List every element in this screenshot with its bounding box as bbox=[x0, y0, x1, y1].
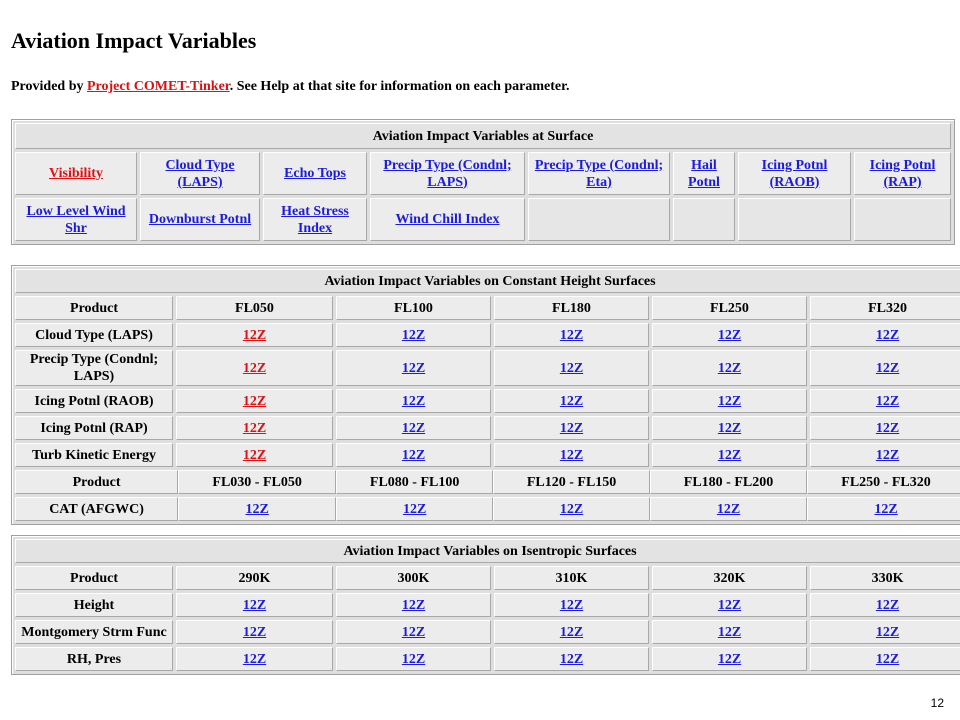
link-cell bbox=[494, 647, 649, 671]
project-comet-tinker-link[interactable]: Project COMET-Tinker bbox=[86, 79, 230, 94]
icing-potnl-rap-link[interactable]: Icing Potnl (RAP) bbox=[869, 157, 936, 190]
run-12z-link[interactable]: 12Z bbox=[717, 327, 742, 343]
link-cell bbox=[336, 647, 491, 671]
run-12z-link[interactable]: 12Z bbox=[717, 420, 742, 436]
surface-cell bbox=[140, 198, 260, 241]
isentropic-table-header: Aviation Impact Variables on Isentropic Surfaces bbox=[15, 539, 960, 563]
provided-by-prefix: Provided by bbox=[11, 79, 87, 94]
run-12z-link[interactable]: 12Z bbox=[559, 651, 584, 667]
run-12z-link[interactable]: 12Z bbox=[401, 393, 426, 409]
link-cell bbox=[176, 350, 333, 386]
empty-cell bbox=[738, 198, 851, 241]
link-cell bbox=[176, 620, 333, 644]
surface-cell bbox=[370, 198, 525, 241]
link-cell bbox=[494, 593, 649, 617]
surface-cell bbox=[263, 198, 367, 241]
constant-height-table bbox=[11, 265, 960, 525]
link-cell bbox=[810, 620, 960, 644]
run-12z-link[interactable]: 12Z bbox=[242, 393, 267, 409]
flight-level-header: FL100 bbox=[336, 296, 491, 320]
run-12z-link[interactable]: 12Z bbox=[875, 597, 900, 613]
empty-cell bbox=[854, 198, 951, 241]
surface-cell bbox=[854, 152, 951, 195]
flight-level-header: FL050 bbox=[176, 296, 333, 320]
surface-cell bbox=[528, 152, 670, 195]
flight-level-range-header: FL180 - FL200 bbox=[650, 470, 807, 494]
link-cell bbox=[494, 443, 649, 467]
flight-level-range-header: FL080 - FL100 bbox=[336, 470, 493, 494]
surface-cell bbox=[738, 152, 851, 195]
product-column-header: Product bbox=[15, 296, 173, 320]
run-12z-link[interactable]: 12Z bbox=[559, 393, 584, 409]
link-cell bbox=[336, 443, 491, 467]
run-12z-link[interactable]: 12Z bbox=[242, 420, 267, 436]
visibility-link[interactable]: Visibility bbox=[49, 166, 103, 181]
run-12z-link[interactable]: 12Z bbox=[242, 624, 267, 640]
surface-cell bbox=[370, 152, 525, 195]
link-cell bbox=[810, 443, 960, 467]
table-row bbox=[15, 620, 960, 644]
link-cell bbox=[650, 497, 807, 521]
empty-cell bbox=[528, 198, 670, 241]
run-12z-link[interactable]: 12Z bbox=[242, 651, 267, 667]
link-cell bbox=[810, 389, 960, 413]
run-12z-link[interactable]: 12Z bbox=[242, 597, 267, 613]
cat-subtable bbox=[15, 467, 960, 524]
link-cell bbox=[336, 620, 491, 644]
heat-stress-index-link[interactable]: Heat Stress Index bbox=[281, 203, 349, 236]
link-cell bbox=[810, 323, 960, 347]
link-cell bbox=[336, 389, 491, 413]
run-12z-link[interactable]: 12Z bbox=[402, 501, 427, 517]
run-12z-link[interactable]: 12Z bbox=[559, 501, 584, 517]
isentropic-table bbox=[11, 535, 960, 675]
link-cell bbox=[652, 416, 807, 440]
product-name: Precip Type (Condnl; LAPS) bbox=[15, 350, 173, 386]
run-12z-link[interactable]: 12Z bbox=[875, 327, 900, 343]
run-12z-link[interactable]: 12Z bbox=[875, 420, 900, 436]
run-12z-link[interactable]: 12Z bbox=[245, 501, 269, 517]
link-cell bbox=[810, 593, 960, 617]
flight-level-range-header: FL120 - FL150 bbox=[493, 470, 650, 494]
run-12z-link[interactable]: 12Z bbox=[401, 327, 426, 343]
product-name: Cloud Type (LAPS) bbox=[15, 323, 173, 347]
link-cell bbox=[652, 389, 807, 413]
link-cell bbox=[336, 497, 493, 521]
surface-table-header: Aviation Impact Variables at Surface bbox=[15, 123, 951, 149]
link-cell bbox=[810, 350, 960, 386]
link-cell bbox=[652, 620, 807, 644]
table-row bbox=[15, 389, 960, 413]
flight-level-range-header: FL250 - FL320 bbox=[807, 470, 960, 494]
run-12z-link[interactable]: 12Z bbox=[717, 393, 742, 409]
run-12z-link[interactable]: 12Z bbox=[401, 420, 426, 436]
run-12z-link[interactable]: 12Z bbox=[242, 360, 267, 376]
run-12z-link[interactable]: 12Z bbox=[401, 597, 426, 613]
run-12z-link[interactable]: 12Z bbox=[559, 624, 584, 640]
page-number: 12 bbox=[930, 696, 944, 710]
theta-level-header: 320K bbox=[652, 566, 807, 590]
link-cell bbox=[652, 350, 807, 386]
link-cell bbox=[176, 593, 333, 617]
product-name: CAT (AFGWC) bbox=[15, 497, 178, 521]
downburst-potnl-link[interactable]: Downburst Potnl bbox=[148, 212, 252, 227]
table-row bbox=[15, 647, 960, 671]
run-12z-link[interactable]: 12Z bbox=[875, 624, 900, 640]
run-12z-link[interactable]: 12Z bbox=[559, 327, 584, 343]
product-name: Icing Potnl (RAOB) bbox=[15, 389, 173, 413]
link-cell bbox=[810, 647, 960, 671]
theta-level-header: 330K bbox=[810, 566, 960, 590]
flight-level-header: FL180 bbox=[494, 296, 649, 320]
run-12z-link[interactable]: 12Z bbox=[717, 597, 742, 613]
icing-potnl-raob-link[interactable]: Icing Potnl (RAOB) bbox=[761, 157, 828, 190]
theta-level-header: 310K bbox=[494, 566, 649, 590]
run-12z-link[interactable]: 12Z bbox=[717, 651, 742, 667]
run-12z-link[interactable]: 12Z bbox=[559, 447, 584, 463]
precip-type-laps-link[interactable]: Precip Type (Condnl; LAPS) bbox=[383, 157, 512, 190]
run-12z-link[interactable]: 12Z bbox=[242, 447, 267, 463]
product-name: Height bbox=[15, 593, 173, 617]
surface-cell bbox=[140, 152, 260, 195]
precip-type-eta-link[interactable]: Precip Type (Condnl; Eta) bbox=[534, 157, 664, 190]
product-name: Turb Kinetic Energy bbox=[15, 443, 173, 467]
run-12z-link[interactable]: 12Z bbox=[875, 360, 900, 376]
surface-cell bbox=[263, 152, 367, 195]
link-cell bbox=[336, 416, 491, 440]
surface-cell bbox=[673, 152, 735, 195]
flight-level-header: FL320 bbox=[810, 296, 960, 320]
echo-tops-link[interactable]: Echo Tops bbox=[284, 166, 346, 181]
product-column-header: Product bbox=[15, 566, 173, 590]
table-row bbox=[15, 416, 960, 440]
link-cell bbox=[176, 647, 333, 671]
cloud-type-laps-link[interactable]: Cloud Type (LAPS) bbox=[165, 157, 235, 190]
run-12z-link[interactable]: 12Z bbox=[401, 624, 426, 640]
link-cell bbox=[176, 389, 333, 413]
link-cell bbox=[494, 323, 649, 347]
run-12z-link[interactable]: 12Z bbox=[242, 327, 267, 343]
run-12z-link[interactable]: 12Z bbox=[559, 360, 584, 376]
link-cell bbox=[336, 593, 491, 617]
run-12z-link[interactable]: 12Z bbox=[559, 597, 584, 613]
link-cell bbox=[176, 323, 333, 347]
link-cell bbox=[176, 416, 333, 440]
link-cell bbox=[494, 350, 649, 386]
provided-by-suffix: . See Help at that site for information on each parameter. bbox=[229, 79, 570, 94]
product-name: Icing Potnl (RAP) bbox=[15, 416, 173, 440]
height-table-header: Aviation Impact Variables on Constant Height Surfaces bbox=[15, 269, 960, 293]
hail-potnl-link[interactable]: Hail Potnl bbox=[688, 157, 720, 190]
run-12z-link[interactable]: 12Z bbox=[717, 360, 742, 376]
run-12z-link[interactable]: 12Z bbox=[717, 447, 742, 463]
page-title: Aviation Impact Variables bbox=[11, 28, 257, 53]
run-12z-link[interactable]: 12Z bbox=[875, 393, 900, 409]
link-cell bbox=[652, 323, 807, 347]
table-row bbox=[15, 323, 960, 347]
table-row bbox=[15, 443, 960, 467]
link-cell bbox=[494, 416, 649, 440]
run-12z-link[interactable]: 12Z bbox=[401, 360, 426, 376]
link-cell bbox=[336, 350, 491, 386]
theta-level-header: 290K bbox=[176, 566, 333, 590]
run-12z-link[interactable]: 12Z bbox=[401, 447, 426, 463]
product-name: RH, Pres bbox=[15, 647, 173, 671]
link-cell bbox=[494, 620, 649, 644]
product-name: Montgomery Strm Func bbox=[15, 620, 173, 644]
run-12z-link[interactable]: 12Z bbox=[874, 501, 898, 517]
link-cell bbox=[810, 416, 960, 440]
surface-cell bbox=[15, 198, 137, 241]
run-12z-link[interactable]: 12Z bbox=[875, 447, 900, 463]
table-row bbox=[15, 350, 960, 386]
link-cell bbox=[494, 389, 649, 413]
link-cell bbox=[178, 497, 336, 521]
link-cell bbox=[176, 443, 333, 467]
flight-level-header: FL250 bbox=[652, 296, 807, 320]
table-row bbox=[15, 497, 960, 521]
run-12z-link[interactable]: 12Z bbox=[401, 651, 426, 667]
table-row bbox=[15, 593, 960, 617]
provided-by-line bbox=[11, 79, 570, 95]
run-12z-link[interactable]: 12Z bbox=[875, 651, 900, 667]
run-12z-link[interactable]: 12Z bbox=[716, 501, 741, 517]
link-cell bbox=[652, 443, 807, 467]
wind-chill-index-link[interactable]: Wind Chill Index bbox=[395, 212, 500, 227]
link-cell bbox=[807, 497, 960, 521]
surface-variables-table bbox=[11, 119, 955, 245]
low-level-wind-shr-link[interactable]: Low Level Wind Shr bbox=[26, 203, 126, 236]
link-cell bbox=[652, 647, 807, 671]
theta-level-header: 300K bbox=[336, 566, 491, 590]
flight-level-range-header: FL030 - FL050 bbox=[178, 470, 336, 494]
empty-cell bbox=[673, 198, 735, 241]
run-12z-link[interactable]: 12Z bbox=[717, 624, 742, 640]
link-cell bbox=[652, 593, 807, 617]
link-cell bbox=[493, 497, 650, 521]
surface-cell bbox=[15, 152, 137, 195]
product-column-header: Product bbox=[15, 470, 178, 494]
link-cell bbox=[336, 323, 491, 347]
run-12z-link[interactable]: 12Z bbox=[559, 420, 584, 436]
